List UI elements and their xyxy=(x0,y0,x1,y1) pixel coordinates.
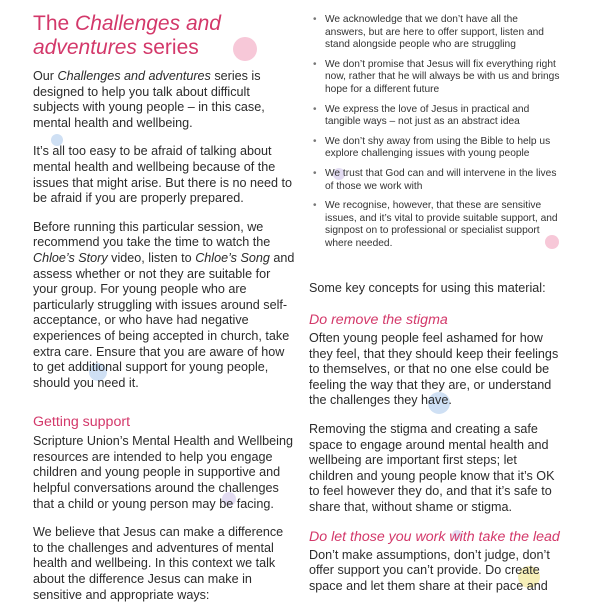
take-the-lead-heading: Do let those you work with take the lead xyxy=(309,528,560,545)
series-title xyxy=(33,12,295,60)
before-running-text-b: video, listen to xyxy=(107,250,196,265)
before-running-text-c: and assess whether or not they are suitable for your group. For young people who are particularly struggling with issues around self-acceptance, or who have had negative experiences of being accepted in church, take extra care. Ensure that you are aware of how to get additional support for young people, should you need it. xyxy=(33,250,295,390)
remove-stigma-heading: Do remove the stigma xyxy=(309,312,448,329)
list-item xyxy=(309,104,561,129)
song-title: Chloe’s Song xyxy=(195,250,270,265)
principles-list xyxy=(309,14,561,251)
bullet-icon: • xyxy=(313,200,317,212)
series-title-prefix: The xyxy=(33,12,76,35)
series-title-italic: Challenges and adventures xyxy=(33,12,221,59)
list-item xyxy=(309,168,561,193)
list-item xyxy=(309,59,561,97)
bullet-icon: • xyxy=(313,14,317,25)
intro-series-name: Challenges and adventures xyxy=(57,69,211,83)
bullet-icon: • xyxy=(313,103,317,115)
getting-support-heading: Getting support xyxy=(33,414,131,431)
list-item-text: We don’t promise that Jesus will fix everything right now, rather that he will always be with us and brings hope for a different future xyxy=(325,58,560,95)
before-running-paragraph xyxy=(33,220,295,392)
bullet-icon: • xyxy=(313,167,317,179)
support-paragraph-2: We believe that Jesus can make a difference to the challenges and adventures of mental health and wellbeing. In this context we talk about the difference Jesus can make in sensitive and appropriate ways: xyxy=(33,525,284,602)
video-title: Chloe’s Story xyxy=(33,250,108,265)
list-item-text: We express the love of Jesus in practical and tangible ways – not just as an abstract idea xyxy=(325,103,530,128)
intro-paragraph xyxy=(33,69,295,131)
list-item xyxy=(309,136,561,161)
list-item xyxy=(309,14,561,52)
key-concepts-intro: Some key concepts for using this material: xyxy=(309,280,546,295)
list-item-text: We trust that God can and will intervene in the lives of those we work with xyxy=(325,167,557,192)
bullet-icon: • xyxy=(313,135,317,147)
series-title-suffix: series xyxy=(136,36,199,59)
list-item-text: We don’t shy away from using the Bible to help us explore challenging issues with young people xyxy=(325,135,551,160)
list-item-text: We recognise, however, that these are sensitive issues, and it’s vital to provide suitable support, and signpost on to professional or specialist support where needed. xyxy=(325,200,558,249)
fear-paragraph: It’s all too easy to be afraid of talking about mental health and wellbeing because of the issues that might arise. But there is no need to be afraid if you are properly prepared. xyxy=(33,144,293,206)
support-paragraph-1: Scripture Union’s Mental Health and Wellbeing resources are intended to help you engage children and young people in supportive and helpful conversations around the challenges that a child or young person may be facing. xyxy=(33,434,293,511)
bullet-icon: • xyxy=(313,58,317,70)
list-item xyxy=(309,200,561,250)
list-item-text: We acknowledge that we don’t have all the answers, but are here to offer support, listen and stand alongside people who are struggling xyxy=(325,14,544,51)
intro-text-a: Our xyxy=(33,69,58,83)
right-column xyxy=(309,0,561,607)
before-running-text-a: Before running this particular session, we recommend you take the time to watch the xyxy=(33,219,271,250)
left-column xyxy=(33,0,295,616)
intro-text-b: series is designed to help you talk about difficult subjects with young people – in this case, mental health and wellbeing. xyxy=(33,69,265,130)
take-the-lead-paragraph: Don’t make assumptions, don’t judge, don’t offer support you can’t provide. Do create space and let them share at their pace and xyxy=(309,547,550,593)
stigma-paragraph-2: Removing the stigma and creating a safe space to engage around mental health and wellbeing are important first steps; let children and young people know that it’s OK to feel however they do, and that it’s safe to share that, without shame or stigma. xyxy=(309,422,555,515)
stigma-paragraph-1: Often young people feel ashamed for how they feel, that they should keep their feelings to themselves, or that no one else could be feeling the way that they are, or understand the challenges they have. xyxy=(309,331,559,408)
